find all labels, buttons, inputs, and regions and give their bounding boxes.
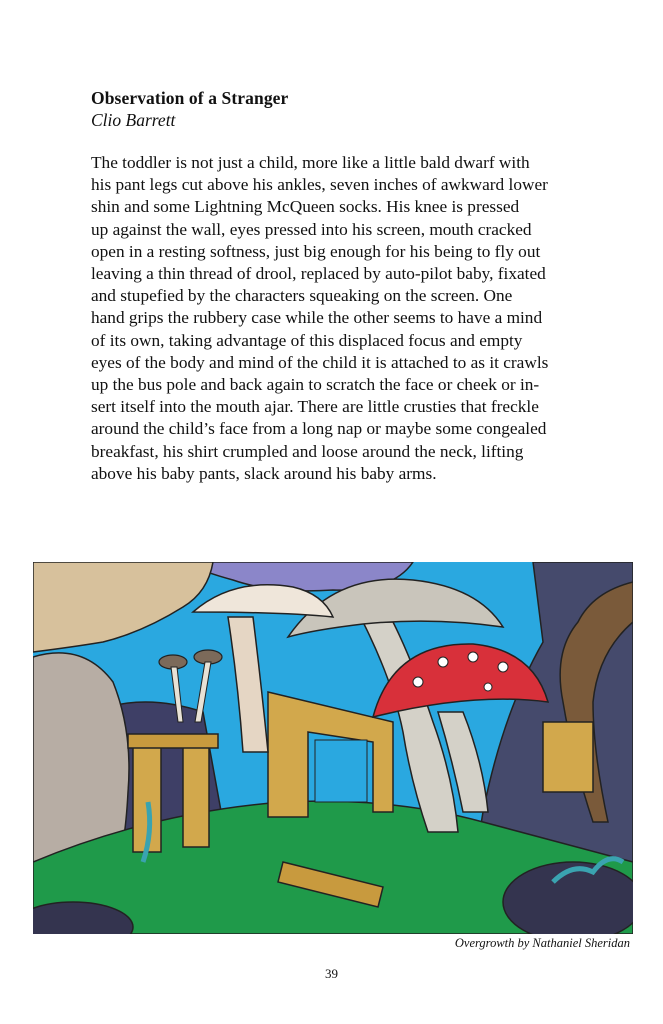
mushroom-spot xyxy=(468,652,478,662)
poem-line: his pant legs cut above his ankles, seven inches of awkward lower xyxy=(91,175,548,195)
poem-line: open in a resting softness, just big enough for his being to fly out xyxy=(91,241,541,261)
poem-line: sert itself into the mouth ajar. There are little crusties that freckle xyxy=(91,397,539,417)
poem-author: Clio Barrett xyxy=(91,110,176,130)
poem-line: leaving a thin thread of drool, replaced by auto-pilot baby, fixated xyxy=(91,264,546,284)
column-top xyxy=(128,734,218,748)
poem-line: hand grips the rubbery case while the other seems to have a mind xyxy=(91,308,543,328)
poem-line: above his baby pants, slack around his baby arms. xyxy=(91,463,437,483)
poem-title: Observation of a Stranger xyxy=(91,88,289,108)
mushroom-spot xyxy=(498,662,508,672)
poem-line: breakfast, his shirt crumpled and loose around the neck, lifting xyxy=(91,441,524,461)
mushroom-spot xyxy=(413,677,423,687)
poem-line: around the child’s face from a long nap or maybe some congealed xyxy=(91,419,547,439)
poem-body xyxy=(91,152,581,485)
poem-line: The toddler is not just a child, more like a little bald dwarf with xyxy=(91,153,530,172)
poem-line: up the bus pole and back again to scratch the face or cheek or in- xyxy=(91,375,540,395)
ruin-wall xyxy=(543,722,593,792)
mushroom-spot xyxy=(484,683,492,691)
page-number: 39 xyxy=(325,966,338,981)
poem-line: and stupefied by the characters squeaking on the screen. One xyxy=(91,286,513,306)
artwork-caption: Overgrowth by Nathaniel Sheridan xyxy=(454,936,630,950)
overgrowth-illustration xyxy=(33,562,633,934)
poem-line: of its own, taking advantage of this displaced focus and empty xyxy=(91,330,523,350)
poem-line: eyes of the body and mind of the child it is attached to as it crawls xyxy=(91,352,549,372)
poem-line: up against the wall, eyes pressed into his screen, mouth cracked xyxy=(91,219,532,239)
mushroom-spot xyxy=(438,657,448,667)
poem-line: shin and some Lightning McQueen socks. His knee is pressed xyxy=(91,197,520,217)
arch-window xyxy=(315,740,367,802)
column xyxy=(183,747,209,847)
